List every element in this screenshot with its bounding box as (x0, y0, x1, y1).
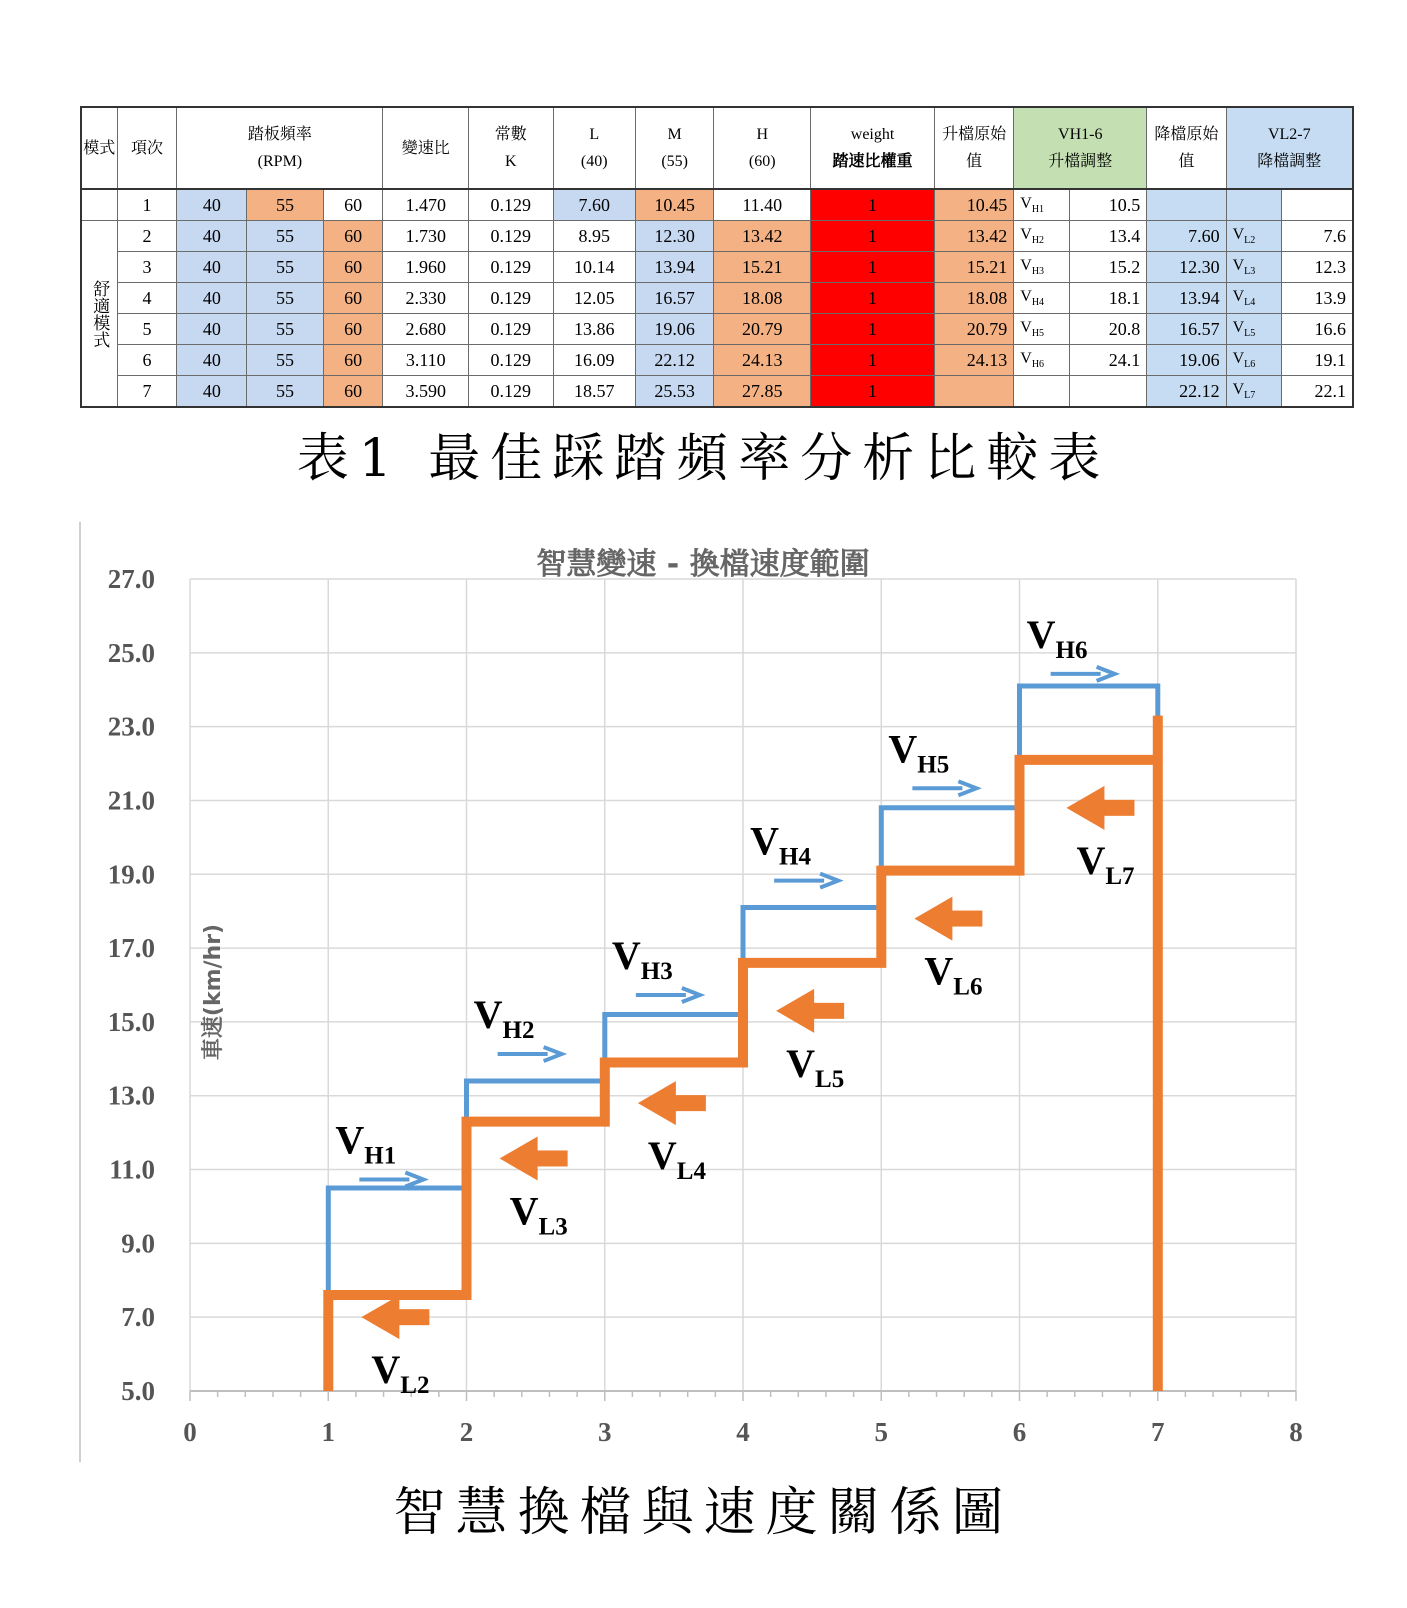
cell-k: 0.129 (469, 221, 554, 252)
cell-ratio: 1.470 (383, 189, 469, 221)
cell-vl-val: 13.9 (1282, 283, 1353, 314)
cell-vl-val: 22.1 (1282, 376, 1353, 408)
cell-up: 10.45 (934, 189, 1013, 221)
annotation-label (648, 1133, 707, 1185)
cell-down: 12.30 (1147, 252, 1226, 283)
cell-vh: $V_{H5}$ (1014, 314, 1070, 345)
annotation-label (1076, 838, 1134, 890)
cell-vl-val: 12.3 (1282, 252, 1353, 283)
cell-r55: 55 (247, 189, 323, 221)
annotation-sub: H3 (640, 958, 673, 985)
y-axis-label: 車速(km/hr) (201, 923, 226, 1061)
cell-L: 10.14 (553, 252, 635, 283)
upshift-annotation (1027, 612, 1115, 681)
comparison-table-wrap (80, 106, 1354, 408)
cell-w: 1 (811, 345, 935, 376)
cell-up: 24.13 (934, 345, 1013, 376)
table-row (81, 314, 1353, 345)
header-vh-bottom: 升檔調整 (1048, 153, 1113, 170)
cell-r60: 60 (323, 283, 383, 314)
cell-vl-val (1282, 189, 1353, 221)
cell-vh: $V_{H2}$ (1014, 221, 1070, 252)
cell-H: 20.79 (714, 314, 811, 345)
annotation-label (786, 1041, 844, 1093)
annotation-main: V (888, 726, 918, 772)
mode-cell-empty (81, 189, 117, 221)
y-tick-label: 9.0 (121, 1228, 155, 1259)
cell-r60: 60 (323, 221, 383, 252)
cell-r40: 40 (177, 221, 247, 252)
annotation-sub: L3 (538, 1213, 568, 1241)
header-m-top: M (667, 126, 682, 143)
cell-vl: $V_{L3}$ (1226, 252, 1282, 283)
x-tick-label: 0 (183, 1417, 197, 1447)
cell-vh: $V_{H1}$ (1014, 189, 1070, 221)
y-tick-label: 23.0 (107, 711, 155, 742)
mode-label: 舒適模式 (81, 221, 117, 408)
cell-vl-val: 16.6 (1282, 314, 1353, 345)
cell-L: 18.57 (553, 376, 635, 408)
header-down-raw: 降檔原始值 (1147, 107, 1226, 189)
cell-ratio: 1.960 (383, 252, 469, 283)
cell-M: 13.94 (635, 252, 713, 283)
cell-vh-val: 24.1 (1069, 345, 1146, 376)
cell-r55: 55 (247, 252, 323, 283)
header-rpm (177, 107, 383, 189)
upshift-annotation (750, 819, 838, 888)
annotation-label (924, 949, 982, 1001)
cell-k: 0.129 (469, 376, 554, 408)
annotation-main: V (335, 1117, 365, 1163)
cell-r40: 40 (177, 345, 247, 376)
annotation-main: V (647, 1133, 677, 1179)
annotation-label (474, 992, 535, 1044)
cell-M: 12.30 (635, 221, 713, 252)
y-tick-label: 15.0 (107, 1006, 155, 1037)
cell-r60: 60 (323, 376, 383, 408)
cell-r55: 55 (247, 345, 323, 376)
table-row (81, 252, 1353, 283)
annotation-main: V (924, 948, 954, 994)
cell-r40: 40 (177, 252, 247, 283)
cell-down: 16.57 (1147, 314, 1226, 345)
cell-down (1147, 189, 1226, 221)
cell-L: 16.09 (553, 345, 635, 376)
table-row (81, 345, 1353, 376)
cell-M: 25.53 (635, 376, 713, 408)
cell-down: 22.12 (1147, 376, 1226, 408)
annotation-sub: L2 (400, 1372, 430, 1400)
cell-r40: 40 (177, 314, 247, 345)
cell-r40: 40 (177, 283, 247, 314)
table-row (81, 376, 1353, 408)
annotation-label (371, 1347, 429, 1399)
header-rpm-bottom: (RPM) (257, 153, 303, 170)
annotation-main: V (1076, 837, 1106, 883)
cell-item: 1 (117, 189, 177, 221)
cell-H: 11.40 (714, 189, 811, 221)
header-vl-top: VL2-7 (1267, 126, 1311, 143)
header-weight (811, 107, 935, 189)
annotation-main: V (473, 992, 503, 1038)
annotation-sub: H5 (917, 751, 950, 779)
cell-vh-val: 20.8 (1069, 314, 1146, 345)
x-tick-label: 6 (1012, 1417, 1027, 1447)
table-row (81, 189, 1353, 221)
cell-r60: 60 (323, 252, 383, 283)
annotation-label (510, 1188, 568, 1240)
cell-vh-val: 18.1 (1069, 283, 1146, 314)
y-tick-label: 17.0 (107, 933, 155, 964)
downshift-annotation (500, 1136, 568, 1240)
cell-vl: $V_{L5}$ (1226, 314, 1282, 345)
header-weight-top: weight (850, 126, 895, 143)
y-tick-label: 25.0 (107, 637, 155, 668)
table-caption: 表1 最佳踩踏頻率分析比較表 (296, 429, 1111, 489)
annotation-main: V (750, 818, 780, 864)
header-vh-top: VH1-6 (1058, 126, 1103, 143)
downshift-annotation (361, 1295, 429, 1399)
header-h-top: H (756, 126, 769, 143)
cell-k: 0.129 (469, 283, 554, 314)
cell-item: 4 (117, 283, 177, 314)
cell-r55: 55 (247, 376, 323, 408)
cell-vh (1014, 376, 1070, 408)
header-vl-bottom: 降檔調整 (1257, 153, 1322, 170)
cell-ratio: 3.110 (383, 345, 469, 376)
cell-vh-val: 10.5 (1069, 189, 1146, 221)
annotation-sub: H1 (364, 1142, 397, 1170)
header-vh (1014, 107, 1147, 189)
chart-caption: 智慧換檔與速度關係圖 (393, 1483, 1014, 1543)
cell-up: 18.08 (934, 283, 1013, 314)
cell-ratio: 3.590 (383, 376, 469, 408)
cell-w: 1 (811, 283, 935, 314)
cell-vl: $V_{L7}$ (1226, 376, 1282, 408)
header-h-bottom: (60) (748, 153, 776, 170)
cell-ratio: 2.330 (383, 283, 469, 314)
y-tick-label: 19.0 (107, 859, 155, 890)
cell-H: 27.85 (714, 376, 811, 408)
cell-H: 13.42 (714, 221, 811, 252)
cell-vl: $V_{L4}$ (1226, 283, 1282, 314)
cell-up (934, 376, 1013, 408)
cell-item: 2 (117, 221, 177, 252)
cell-vl: $V_{L6}$ (1226, 345, 1282, 376)
cell-item: 7 (117, 376, 177, 408)
y-tick-label: 11.0 (109, 1154, 155, 1185)
cell-down: 19.06 (1147, 345, 1226, 376)
annotation-sub: H2 (502, 1017, 535, 1045)
cell-M: 22.12 (635, 345, 713, 376)
cell-L: 7.60 (553, 189, 635, 221)
header-const-bottom: K (504, 153, 517, 170)
y-tick-label: 13.0 (107, 1080, 155, 1111)
cell-w: 1 (811, 221, 935, 252)
y-tick-label: 5.0 (121, 1376, 155, 1406)
x-tick-label: 3 (598, 1417, 612, 1447)
arrow-left-icon (914, 897, 952, 941)
header-rpm-top: 踏板頻率 (247, 126, 312, 143)
annotation-sub: L5 (815, 1065, 845, 1093)
cell-item: 5 (117, 314, 177, 345)
cell-k: 0.129 (469, 345, 554, 376)
table-row (81, 283, 1353, 314)
cell-vh-val (1069, 376, 1146, 408)
arrow-left-icon (638, 1081, 676, 1125)
cell-M: 10.45 (635, 189, 713, 221)
cadence-comparison-table (80, 106, 1354, 408)
cell-up: 13.42 (934, 221, 1013, 252)
header-l-bottom: (40) (580, 153, 608, 170)
cell-vh: $V_{H3}$ (1014, 252, 1070, 283)
table-header-row (81, 107, 1353, 189)
x-tick-label: 1 (321, 1417, 335, 1447)
header-h (714, 107, 811, 189)
header-up-raw: 升檔原始值 (934, 107, 1013, 189)
header-weight-bottom: 踏速比權重 (832, 153, 913, 170)
cell-r40: 40 (177, 376, 247, 408)
y-tick-label: 27.0 (107, 564, 155, 594)
cell-vh: $V_{H4}$ (1014, 283, 1070, 314)
x-tick-label: 2 (459, 1417, 474, 1447)
header-ratio: 變速比 (383, 107, 469, 189)
downshift-annotation (638, 1081, 707, 1185)
cell-H: 18.08 (714, 283, 811, 314)
x-tick-label: 7 (1151, 1417, 1165, 1447)
annotation-sub: H4 (779, 843, 811, 871)
cell-L: 8.95 (553, 221, 635, 252)
cell-vl-val: 19.1 (1282, 345, 1353, 376)
arrow-left-icon (776, 989, 814, 1033)
cell-k: 0.129 (469, 189, 554, 221)
cell-vl: $V_{L2}$ (1226, 221, 1282, 252)
header-m (635, 107, 713, 189)
annotation-sub: L4 (676, 1158, 706, 1186)
annotation-label (750, 819, 811, 871)
annotation-label (335, 1118, 396, 1170)
shift-speed-chart (78, 522, 1328, 1472)
header-item: 項次 (117, 107, 177, 189)
header-const (469, 107, 554, 189)
header-vl (1226, 107, 1353, 189)
cell-vh: $V_{H6}$ (1014, 345, 1070, 376)
y-tick-label: 7.0 (121, 1302, 155, 1333)
cell-up: 15.21 (934, 252, 1013, 283)
x-tick-label: 5 (874, 1417, 888, 1447)
downshift-annotation (1066, 786, 1134, 890)
cell-H: 24.13 (714, 345, 811, 376)
chart-axes (108, 564, 1303, 1447)
annotation-sub: L7 (1105, 862, 1135, 890)
cell-ratio: 2.680 (383, 314, 469, 345)
annotation-label (1027, 612, 1088, 664)
cell-w: 1 (811, 314, 935, 345)
header-l-top: L (589, 126, 600, 143)
cell-w: 1 (811, 252, 935, 283)
arrow-left-icon (361, 1295, 399, 1339)
chart-annotations (335, 612, 1134, 1399)
cell-r60: 60 (323, 345, 383, 376)
cell-w: 1 (811, 376, 935, 408)
header-mode: 模式 (81, 107, 117, 189)
table-row (81, 221, 1353, 252)
cell-L: 12.05 (553, 283, 635, 314)
downshift-annotation (776, 989, 844, 1093)
upshift-annotation (474, 992, 562, 1061)
annotation-main: V (786, 1040, 816, 1086)
arrow-left-icon (1066, 786, 1104, 830)
annotation-sub: L6 (953, 973, 983, 1001)
cell-w: 1 (811, 189, 935, 221)
header-m-bottom: (55) (661, 153, 688, 170)
cell-r60: 60 (323, 189, 383, 221)
header-l (553, 107, 635, 189)
chart-title: 智慧變速 - 換檔速度範圍 (536, 547, 870, 582)
cell-r60: 60 (323, 314, 383, 345)
cell-L: 13.86 (553, 314, 635, 345)
upshift-annotation (888, 726, 976, 795)
cell-ratio: 1.730 (383, 221, 469, 252)
cell-M: 16.57 (635, 283, 713, 314)
arrow-left-icon (500, 1136, 538, 1180)
cell-M: 19.06 (635, 314, 713, 345)
upshift-annotation (335, 1118, 423, 1187)
cell-vh-val: 15.2 (1069, 252, 1146, 283)
annotation-sub: H6 (1055, 636, 1088, 664)
cell-item: 3 (117, 252, 177, 283)
annotation-main: V (371, 1347, 401, 1393)
x-tick-label: 8 (1289, 1417, 1303, 1447)
cell-vl (1226, 189, 1282, 221)
y-tick-label: 21.0 (107, 785, 155, 816)
cell-vl-val: 7.6 (1282, 221, 1353, 252)
cell-r40: 40 (177, 189, 247, 221)
cell-r55: 55 (247, 283, 323, 314)
annotation-main: V (611, 933, 641, 978)
cell-up: 20.79 (934, 314, 1013, 345)
cell-vh-val: 13.4 (1069, 221, 1146, 252)
annotation-main: V (509, 1188, 539, 1234)
cell-down: 13.94 (1147, 283, 1226, 314)
cell-k: 0.129 (469, 314, 554, 345)
annotation-main: V (1026, 611, 1056, 657)
upshift-annotation (612, 933, 700, 1002)
annotation-label (612, 933, 673, 985)
annotation-label (888, 726, 949, 778)
x-tick-label: 4 (736, 1417, 750, 1447)
cell-r55: 55 (247, 221, 323, 252)
cell-item: 6 (117, 345, 177, 376)
cell-down: 7.60 (1147, 221, 1226, 252)
cell-k: 0.129 (469, 252, 554, 283)
cell-H: 15.21 (714, 252, 811, 283)
header-const-top: 常數 (494, 126, 527, 143)
cell-r55: 55 (247, 314, 323, 345)
table-body (81, 189, 1353, 407)
